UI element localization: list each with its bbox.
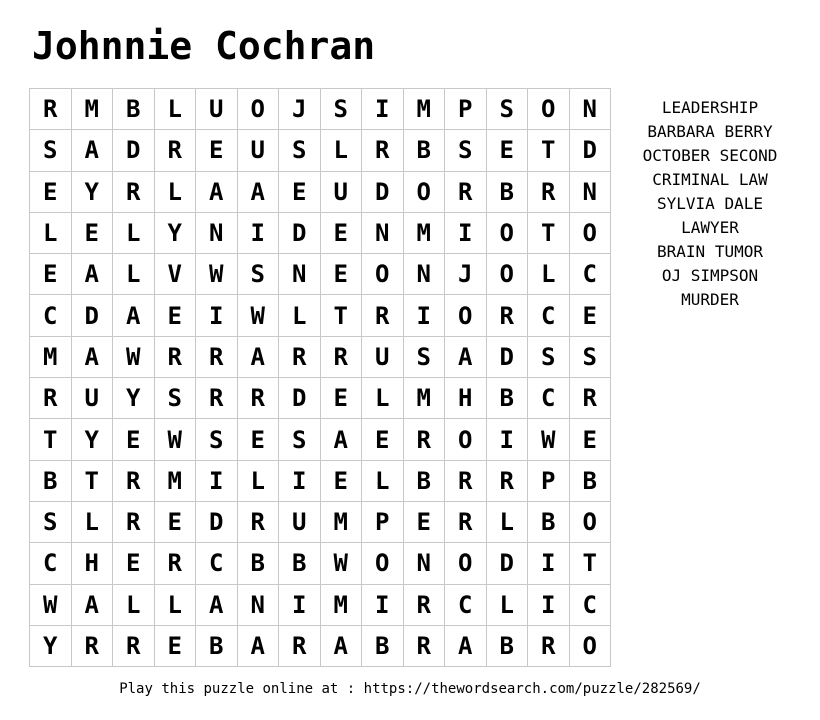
- grid-cell[interactable]: E: [320, 460, 362, 501]
- grid-cell[interactable]: U: [320, 171, 362, 212]
- grid-cell[interactable]: S: [320, 89, 362, 130]
- grid-cell[interactable]: N: [569, 89, 611, 130]
- grid-cell[interactable]: O: [486, 254, 528, 295]
- grid-cell[interactable]: A: [71, 130, 113, 171]
- word-list: [630, 96, 790, 312]
- grid-cell[interactable]: R: [196, 336, 238, 377]
- grid-row: [30, 130, 611, 171]
- grid-row: [30, 89, 611, 130]
- grid-cell[interactable]: B: [486, 625, 528, 666]
- grid-cell[interactable]: I: [403, 295, 445, 336]
- grid-cell[interactable]: R: [154, 336, 196, 377]
- grid-cell[interactable]: M: [403, 89, 445, 130]
- grid-cell[interactable]: P: [362, 501, 404, 542]
- grid-row: [30, 212, 611, 253]
- grid-cell[interactable]: D: [196, 501, 238, 542]
- grid-cell[interactable]: L: [113, 254, 155, 295]
- grid-cell[interactable]: S: [279, 419, 321, 460]
- grid-cell[interactable]: E: [403, 501, 445, 542]
- grid-row: [30, 295, 611, 336]
- grid-cell[interactable]: R: [403, 584, 445, 625]
- grid-cell[interactable]: E: [237, 419, 279, 460]
- grid-cell[interactable]: L: [486, 501, 528, 542]
- grid-cell[interactable]: I: [196, 295, 238, 336]
- grid-cell[interactable]: I: [279, 460, 321, 501]
- grid-cell[interactable]: P: [445, 89, 487, 130]
- grid-cell[interactable]: C: [569, 584, 611, 625]
- grid-cell[interactable]: T: [71, 460, 113, 501]
- grid-cell[interactable]: T: [528, 130, 570, 171]
- grid-cell[interactable]: S: [528, 336, 570, 377]
- grid-cell[interactable]: A: [71, 584, 113, 625]
- puzzle-title: Johnnie Cochran: [32, 24, 376, 68]
- grid-cell[interactable]: R: [154, 543, 196, 584]
- footer-text: Play this puzzle online at : https://thewordsearch.com/puzzle/282569/: [119, 681, 701, 697]
- grid-cell[interactable]: E: [569, 295, 611, 336]
- grid-row: [30, 460, 611, 501]
- grid-cell[interactable]: A: [320, 419, 362, 460]
- grid-cell[interactable]: A: [320, 625, 362, 666]
- grid-cell[interactable]: R: [154, 130, 196, 171]
- grid-cell[interactable]: S: [30, 501, 72, 542]
- grid-row: [30, 419, 611, 460]
- grid-cell[interactable]: L: [528, 254, 570, 295]
- grid-cell[interactable]: R: [569, 378, 611, 419]
- grid-cell[interactable]: R: [113, 501, 155, 542]
- grid-cell[interactable]: W: [30, 584, 72, 625]
- grid-cell[interactable]: C: [569, 254, 611, 295]
- grid-cell[interactable]: E: [320, 212, 362, 253]
- grid-cell[interactable]: R: [320, 336, 362, 377]
- grid-cell[interactable]: Y: [113, 378, 155, 419]
- grid-cell[interactable]: L: [154, 171, 196, 212]
- grid-cell[interactable]: S: [237, 254, 279, 295]
- grid-cell[interactable]: M: [403, 212, 445, 253]
- grid-cell[interactable]: N: [403, 254, 445, 295]
- grid-cell[interactable]: E: [113, 419, 155, 460]
- grid-cell[interactable]: R: [196, 378, 238, 419]
- grid-cell[interactable]: O: [445, 295, 487, 336]
- grid-cell[interactable]: R: [362, 295, 404, 336]
- grid-cell[interactable]: T: [569, 543, 611, 584]
- grid-cell[interactable]: O: [569, 625, 611, 666]
- grid-cell[interactable]: B: [279, 543, 321, 584]
- grid-cell[interactable]: N: [362, 212, 404, 253]
- grid-cell[interactable]: R: [403, 419, 445, 460]
- grid-cell[interactable]: N: [569, 171, 611, 212]
- grid-row: [30, 584, 611, 625]
- grid-cell[interactable]: B: [569, 460, 611, 501]
- grid-cell[interactable]: S: [445, 130, 487, 171]
- grid-cell[interactable]: R: [445, 501, 487, 542]
- grid-cell[interactable]: R: [362, 130, 404, 171]
- grid-cell[interactable]: J: [445, 254, 487, 295]
- grid-cell[interactable]: B: [486, 378, 528, 419]
- grid-cell[interactable]: L: [362, 460, 404, 501]
- grid-cell[interactable]: R: [279, 336, 321, 377]
- grid-cell[interactable]: O: [569, 501, 611, 542]
- grid-row: [30, 254, 611, 295]
- grid-cell[interactable]: O: [486, 212, 528, 253]
- grid-cell[interactable]: S: [486, 89, 528, 130]
- word-list-item: LEADERSHIP: [661, 98, 759, 117]
- word-list-item: CRIMINAL LAW: [652, 170, 768, 189]
- grid-cell[interactable]: E: [30, 171, 72, 212]
- grid-cell[interactable]: I: [237, 212, 279, 253]
- grid-cell[interactable]: W: [154, 419, 196, 460]
- grid-cell[interactable]: R: [445, 171, 487, 212]
- grid-cell[interactable]: L: [237, 460, 279, 501]
- grid-cell[interactable]: I: [362, 89, 404, 130]
- grid-cell[interactable]: D: [362, 171, 404, 212]
- grid-cell[interactable]: D: [486, 336, 528, 377]
- grid-cell[interactable]: S: [154, 378, 196, 419]
- word-list-item: BRAIN TUMOR: [657, 242, 763, 261]
- grid-row: [30, 336, 611, 377]
- grid-cell[interactable]: R: [403, 625, 445, 666]
- word-list-item: LAWYER: [681, 218, 739, 237]
- grid-cell[interactable]: E: [30, 254, 72, 295]
- grid-cell[interactable]: R: [113, 171, 155, 212]
- grid-cell[interactable]: B: [113, 89, 155, 130]
- grid-cell[interactable]: O: [362, 543, 404, 584]
- grid-cell[interactable]: I: [279, 584, 321, 625]
- grid-cell[interactable]: A: [71, 254, 113, 295]
- grid-cell[interactable]: W: [113, 336, 155, 377]
- grid-cell[interactable]: E: [320, 378, 362, 419]
- grid-cell[interactable]: L: [71, 501, 113, 542]
- grid-cell[interactable]: L: [113, 212, 155, 253]
- grid-cell[interactable]: L: [486, 584, 528, 625]
- word-list-item: BARBARA BERRY: [647, 122, 773, 141]
- word-list-item: SYLVIA DALE: [657, 194, 763, 213]
- grid-cell[interactable]: H: [71, 543, 113, 584]
- grid-cell[interactable]: B: [403, 130, 445, 171]
- grid-cell[interactable]: I: [445, 212, 487, 253]
- grid-cell[interactable]: E: [71, 212, 113, 253]
- grid-cell[interactable]: A: [237, 171, 279, 212]
- grid-cell[interactable]: E: [362, 419, 404, 460]
- grid-cell[interactable]: E: [320, 254, 362, 295]
- grid-cell[interactable]: H: [445, 378, 487, 419]
- grid-cell[interactable]: M: [320, 584, 362, 625]
- grid-cell[interactable]: W: [196, 254, 238, 295]
- grid-cell[interactable]: E: [113, 543, 155, 584]
- grid-cell[interactable]: B: [486, 171, 528, 212]
- grid-cell[interactable]: R: [71, 625, 113, 666]
- grid-cell[interactable]: M: [403, 378, 445, 419]
- grid-cell[interactable]: T: [30, 419, 72, 460]
- grid-cell[interactable]: A: [445, 336, 487, 377]
- grid-cell[interactable]: D: [486, 543, 528, 584]
- grid-cell[interactable]: E: [154, 501, 196, 542]
- grid-cell[interactable]: U: [279, 501, 321, 542]
- grid-cell[interactable]: A: [196, 584, 238, 625]
- grid-cell[interactable]: A: [237, 625, 279, 666]
- grid-cell[interactable]: U: [237, 130, 279, 171]
- grid-cell[interactable]: I: [196, 460, 238, 501]
- letter-grid[interactable]: [29, 88, 611, 667]
- grid-cell[interactable]: R: [486, 295, 528, 336]
- grid-cell[interactable]: M: [30, 336, 72, 377]
- grid-row: [30, 378, 611, 419]
- grid-cell[interactable]: U: [71, 378, 113, 419]
- grid-cell[interactable]: M: [320, 501, 362, 542]
- grid-cell[interactable]: I: [528, 584, 570, 625]
- grid-cell[interactable]: R: [113, 625, 155, 666]
- grid-cell[interactable]: S: [196, 419, 238, 460]
- grid-cell[interactable]: D: [279, 212, 321, 253]
- grid-cell[interactable]: O: [445, 419, 487, 460]
- grid-cell[interactable]: R: [528, 171, 570, 212]
- grid-cell[interactable]: R: [30, 378, 72, 419]
- grid-cell[interactable]: T: [320, 295, 362, 336]
- grid-cell[interactable]: R: [113, 460, 155, 501]
- grid-cell[interactable]: N: [237, 584, 279, 625]
- grid-cell[interactable]: L: [362, 378, 404, 419]
- grid-cell[interactable]: O: [445, 543, 487, 584]
- grid-cell[interactable]: L: [154, 89, 196, 130]
- grid-cell[interactable]: P: [528, 460, 570, 501]
- grid-cell[interactable]: S: [279, 130, 321, 171]
- grid-cell[interactable]: U: [362, 336, 404, 377]
- grid-cell[interactable]: T: [528, 212, 570, 253]
- grid-cell[interactable]: O: [237, 89, 279, 130]
- grid-cell[interactable]: S: [569, 336, 611, 377]
- grid-cell[interactable]: O: [403, 171, 445, 212]
- grid-cell[interactable]: C: [528, 378, 570, 419]
- grid-cell[interactable]: Y: [30, 625, 72, 666]
- grid-cell[interactable]: D: [279, 378, 321, 419]
- word-list-item: OJ SIMPSON: [661, 266, 759, 285]
- grid-cell[interactable]: R: [486, 460, 528, 501]
- grid-cell[interactable]: U: [196, 89, 238, 130]
- grid-cell[interactable]: E: [279, 171, 321, 212]
- grid-cell[interactable]: C: [30, 295, 72, 336]
- grid-row: [30, 543, 611, 584]
- grid-cell[interactable]: N: [196, 212, 238, 253]
- grid-cell[interactable]: L: [320, 130, 362, 171]
- grid-cell[interactable]: N: [403, 543, 445, 584]
- grid-cell[interactable]: B: [403, 460, 445, 501]
- word-list-item: MURDER: [681, 290, 739, 309]
- grid-row: [30, 625, 611, 666]
- grid-cell[interactable]: W: [320, 543, 362, 584]
- grid-cell[interactable]: A: [196, 171, 238, 212]
- grid-cell[interactable]: V: [154, 254, 196, 295]
- grid-cell[interactable]: C: [528, 295, 570, 336]
- grid-cell[interactable]: E: [154, 295, 196, 336]
- grid-row: [30, 171, 611, 212]
- word-list-item: OCTOBER SECOND: [642, 146, 778, 165]
- grid-cell[interactable]: C: [445, 584, 487, 625]
- grid-cell[interactable]: L: [113, 584, 155, 625]
- grid-cell[interactable]: B: [362, 625, 404, 666]
- grid-cell[interactable]: E: [569, 419, 611, 460]
- grid-cell[interactable]: R: [30, 89, 72, 130]
- grid-cell[interactable]: R: [237, 378, 279, 419]
- grid-cell[interactable]: E: [486, 130, 528, 171]
- grid-cell[interactable]: E: [154, 625, 196, 666]
- grid-cell[interactable]: I: [528, 543, 570, 584]
- grid-cell[interactable]: R: [279, 625, 321, 666]
- grid-cell[interactable]: R: [445, 460, 487, 501]
- grid-cell[interactable]: Y: [71, 419, 113, 460]
- grid-cell[interactable]: A: [445, 625, 487, 666]
- grid-cell[interactable]: R: [237, 501, 279, 542]
- letter-grid-body: [30, 89, 611, 667]
- grid-cell[interactable]: C: [30, 543, 72, 584]
- grid-cell[interactable]: M: [154, 460, 196, 501]
- grid-cell[interactable]: O: [362, 254, 404, 295]
- grid-cell[interactable]: E: [196, 130, 238, 171]
- grid-cell[interactable]: B: [196, 625, 238, 666]
- grid-cell[interactable]: D: [71, 295, 113, 336]
- grid-cell[interactable]: Y: [154, 212, 196, 253]
- grid-cell[interactable]: Y: [71, 171, 113, 212]
- grid-cell[interactable]: B: [237, 543, 279, 584]
- grid-cell[interactable]: I: [362, 584, 404, 625]
- grid-cell[interactable]: B: [30, 460, 72, 501]
- grid-cell[interactable]: M: [71, 89, 113, 130]
- grid-cell[interactable]: I: [486, 419, 528, 460]
- grid-cell[interactable]: S: [30, 130, 72, 171]
- grid-cell[interactable]: D: [569, 130, 611, 171]
- grid-cell[interactable]: O: [569, 212, 611, 253]
- grid-cell[interactable]: W: [237, 295, 279, 336]
- grid-cell[interactable]: L: [154, 584, 196, 625]
- grid-cell[interactable]: N: [279, 254, 321, 295]
- grid-cell[interactable]: W: [528, 419, 570, 460]
- grid-cell[interactable]: R: [528, 625, 570, 666]
- grid-cell[interactable]: O: [528, 89, 570, 130]
- grid-cell[interactable]: A: [237, 336, 279, 377]
- grid-cell[interactable]: J: [279, 89, 321, 130]
- grid-cell[interactable]: D: [113, 130, 155, 171]
- grid-cell[interactable]: A: [113, 295, 155, 336]
- grid-cell[interactable]: L: [30, 212, 72, 253]
- grid-cell[interactable]: B: [528, 501, 570, 542]
- grid-cell[interactable]: S: [403, 336, 445, 377]
- grid-row: [30, 501, 611, 542]
- grid-cell[interactable]: L: [279, 295, 321, 336]
- grid-cell[interactable]: A: [71, 336, 113, 377]
- grid-cell[interactable]: C: [196, 543, 238, 584]
